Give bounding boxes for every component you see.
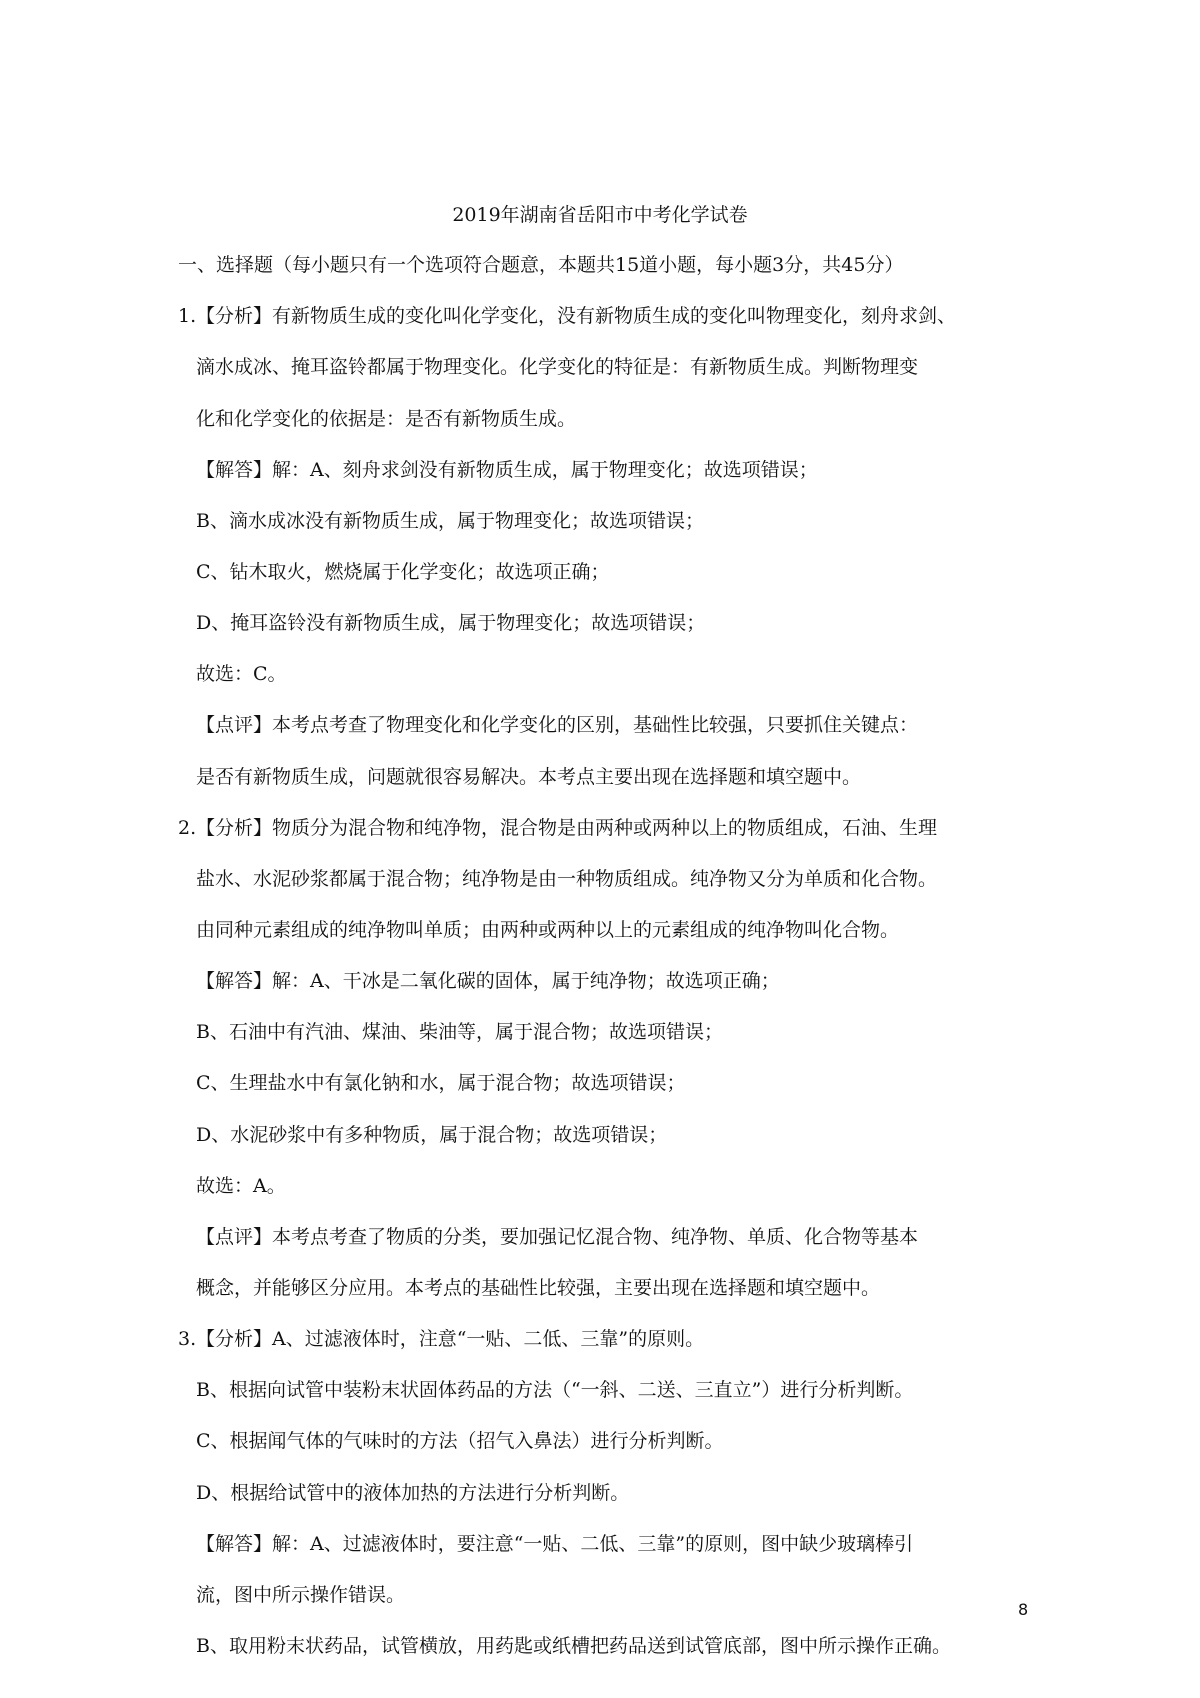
question-2-line-10: 概念，并能够区分应用。本考点的基础性比较强，主要出现在选择题和填空题中。	[196, 1277, 881, 1299]
question-2-number: 2.	[178, 817, 197, 839]
question-1-line-5: B、滴水成冰没有新物质生成，属于物理变化；故选项错误；	[196, 510, 704, 532]
question-1-line-8: 故选：C。	[196, 663, 287, 685]
question-2-line-1	[178, 814, 937, 842]
question-2-line-3: 由同种元素组成的纯净物叫单质；由两种或两种以上的元素组成的纯净物叫化合物。	[196, 919, 900, 941]
question-2-line-7: D、水泥砂浆中有多种物质，属于混合物；故选项错误；	[196, 1124, 668, 1146]
question-3-line-4: D、根据给试管中的液体加热的方法进行分析判断。	[196, 1482, 630, 1504]
question-1-line-4: 【解答】解：A、刻舟求剑没有新物质生成，属于物理变化；故选项错误；	[196, 459, 818, 481]
question-1-line-9: 【点评】本考点考查了物理变化和化学变化的区别，基础性比较强，只要抓住关键点：	[196, 714, 919, 736]
question-1-line-2: 滴水成冰、掩耳盗铃都属于物理变化。化学变化的特征是：有新物质生成。判断物理变	[196, 356, 919, 378]
question-2-line-9: 【点评】本考点考查了物质的分类，要加强记忆混合物、纯净物、单质、化合物等基本	[196, 1226, 919, 1248]
question-1-line-3: 化和化学变化的依据是：是否有新物质生成。	[196, 408, 577, 430]
document-title: 2019年湖南省岳阳市中考化学试卷	[452, 204, 748, 226]
question-1-line-6: C、钻木取火，燃烧属于化学变化；故选项正确；	[196, 561, 610, 583]
question-1-number: 1.	[178, 305, 197, 327]
question-3-line-1	[178, 1325, 704, 1353]
question-2-line-5: B、石油中有汽油、煤油、柴油等，属于混合物；故选项错误；	[196, 1021, 723, 1043]
question-3-line-2: B、根据向试管中装粉末状固体药品的方法（“一斜、二送、三直立”）进行分析判断。	[196, 1379, 914, 1401]
section-heading: 一、选择题（每小题只有一个选项符合题意，本题共15道小题，每小题3分，共45分）	[178, 254, 904, 276]
question-3-line-3: C、根据闻气体的气味时的方法（招气入鼻法）进行分析判断。	[196, 1430, 724, 1452]
question-3-number: 3.	[178, 1328, 197, 1350]
question-2-line-4: 【解答】解：A、干冰是二氧化碳的固体，属于纯净物；故选项正确；	[196, 970, 780, 992]
question-2-line-2: 盐水、水泥砂浆都属于混合物；纯净物是由一种物质组成。纯净物又分为单质和化合物。	[196, 868, 938, 890]
question-2-line-8: 故选：A。	[196, 1175, 286, 1197]
question-1-line-10: 是否有新物质生成，问题就很容易解决。本考点主要出现在选择题和填空题中。	[196, 766, 862, 788]
page-number: 8	[1018, 1600, 1029, 1619]
question-3-line-5: 【解答】解：A、过滤液体时，要注意“一贴、二低、三靠”的原则，图中缺少玻璃棒引	[196, 1533, 914, 1555]
question-3-line-7: B、取用粉末状药品，试管横放，用药匙或纸槽把药品送到试管底部，图中所示操作正确。	[196, 1635, 951, 1657]
question-2-line-6: C、生理盐水中有氯化钠和水，属于混合物；故选项错误；	[196, 1072, 686, 1094]
question-3-analysis-text: 【分析】A、过滤液体时，注意“一贴、二低、三靠”的原则。	[196, 1328, 705, 1350]
question-2-analysis-text: 【分析】物质分为混合物和纯净物，混合物是由两种或两种以上的物质组成，石油、生理	[196, 817, 938, 839]
question-3-line-6: 流，图中所示操作错误。	[196, 1584, 406, 1606]
question-1-line-1	[178, 302, 956, 330]
question-1-line-7: D、掩耳盗铃没有新物质生成，属于物理变化；故选项错误；	[196, 612, 706, 634]
question-1-analysis-text: 【分析】有新物质生成的变化叫化学变化，没有新物质生成的变化叫物理变化，刻舟求剑、	[196, 305, 957, 327]
